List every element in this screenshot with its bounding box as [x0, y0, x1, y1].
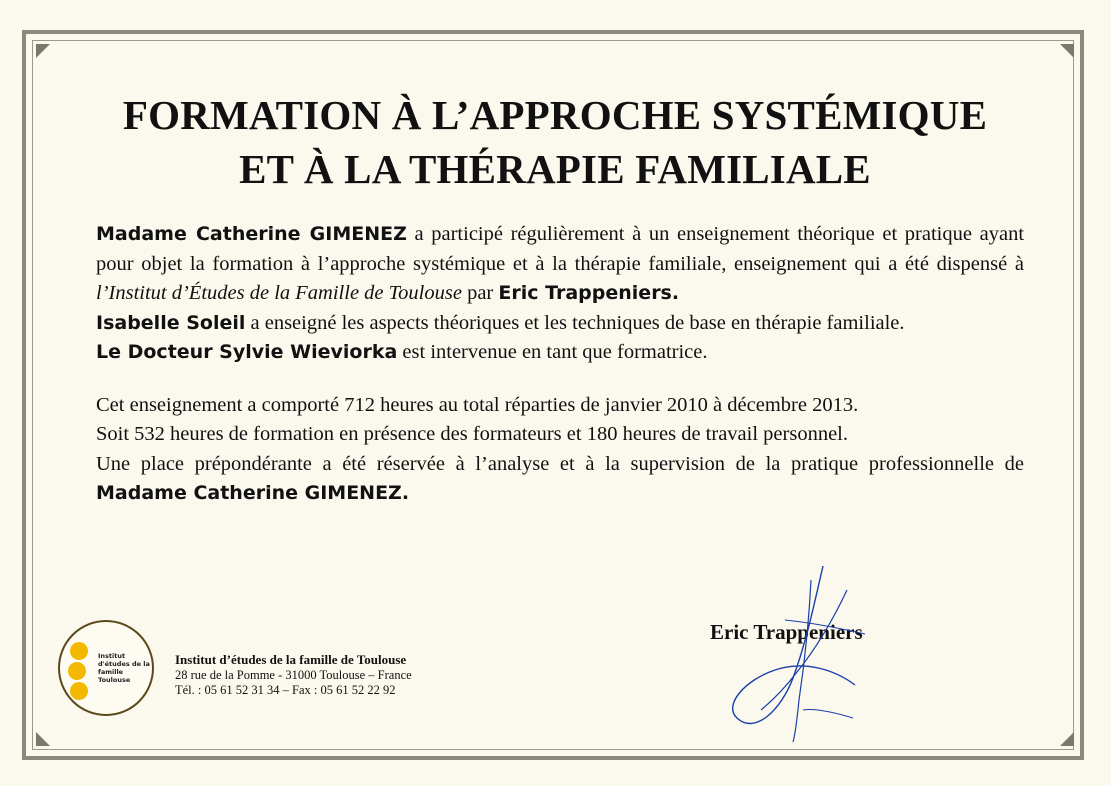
soleil-name: Isabelle Soleil	[96, 311, 246, 334]
logo-dot-icon	[70, 642, 88, 660]
wieviorka-name: Le Docteur Sylvie Wieviorka	[96, 341, 398, 363]
handwritten-signature-icon	[715, 560, 875, 750]
supervision-text: Une place prépondérante a été réservée à l’analyse et à la supervision de la pratique professionnelle de	[96, 452, 1024, 475]
paragraph-gap	[96, 368, 1024, 391]
corner-ornament-top-right	[1060, 44, 1074, 58]
wieviorka-text: est intervenue en tant que formatrice.	[397, 341, 708, 363]
title-line-2: ET À LA THÉRAPIE FAMILIALE	[239, 146, 871, 192]
hours-line-1: Cet enseignement a comporté 712 heures au total réparties de janvier 2010 à décembre 2013.	[96, 393, 859, 416]
paragraph-supervision	[96, 450, 1024, 509]
teacher-name: Eric Trappeniers.	[498, 282, 680, 304]
participant-name: Madame Catherine GIMENEZ	[96, 223, 407, 245]
institute-logo	[58, 620, 154, 716]
certificate-body	[96, 220, 1024, 509]
title-line-1: FORMATION À L’APPROCHE SYSTÉMIQUE	[122, 92, 988, 138]
hours-line-2: Soit 532 heures de formation en présence des formateurs et 180 heures de travail personnel.	[96, 423, 848, 445]
institute-address	[175, 652, 412, 699]
paragraph-participant	[96, 220, 1024, 309]
logo-dot-icon	[68, 662, 86, 680]
participant-text-b: par	[461, 282, 499, 304]
corner-ornament-top-left	[36, 44, 50, 58]
logo-dot-icon	[70, 682, 88, 700]
logo-text: Institut d'études de la famille Toulouse	[98, 652, 150, 684]
paragraph-soleil	[96, 309, 1024, 339]
institute-name: l’Institut d’Études de la Famille de Toulouse	[96, 282, 462, 304]
certificate-title	[60, 88, 1050, 196]
signer-name: Eric Trappeniers	[710, 620, 863, 644]
supervision-name: Madame Catherine GIMENEZ.	[96, 482, 410, 504]
corner-ornament-bottom-right	[1060, 732, 1074, 746]
address-institute-name: Institut d’études de la famille de Toulouse	[175, 652, 407, 667]
corner-ornament-bottom-left	[36, 732, 50, 746]
paragraph-wieviorka	[96, 338, 1024, 368]
participant-text-a: a participé régulièrement à un enseignement théorique et pratique ayant pour objet la formation à l’approche systémique et à la thérapie familiale, enseignement qui a été dispensé à	[96, 223, 1025, 275]
soleil-text: a enseigné les aspects théoriques et les techniques de base en thérapie familiale.	[245, 311, 905, 334]
address-phone: Tél. : 05 61 52 31 34 – Fax : 05 61 52 22 92	[175, 683, 396, 697]
address-street: 28 rue de la Pomme - 31000 Toulouse – France	[175, 667, 412, 682]
